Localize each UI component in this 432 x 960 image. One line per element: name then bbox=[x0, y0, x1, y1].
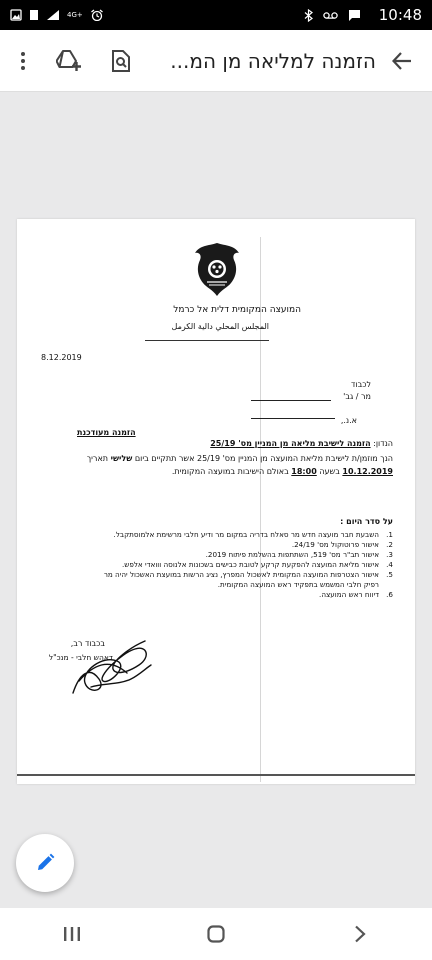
home-icon bbox=[207, 925, 225, 943]
agenda-number: 1. bbox=[386, 530, 393, 539]
footer-divider bbox=[17, 774, 415, 776]
agenda-text: אישור תב"ר מס' 519, השתתפות בהשלמת פיתוח 2019. bbox=[205, 550, 379, 559]
add-to-drive-icon bbox=[56, 50, 82, 72]
meeting-day: שלישי bbox=[110, 454, 133, 463]
council-emblem bbox=[193, 242, 241, 297]
agenda-item bbox=[55, 590, 393, 600]
body-text: תאריך bbox=[86, 454, 109, 463]
voicemail-icon bbox=[323, 11, 338, 20]
agenda-item bbox=[55, 540, 393, 550]
wifi-alarm-icon bbox=[90, 9, 104, 21]
meeting-date: 10.12.2019 bbox=[342, 467, 393, 476]
handwritten-signature bbox=[69, 635, 155, 697]
find-in-page-icon bbox=[112, 50, 130, 72]
app-bar bbox=[0, 30, 432, 92]
meeting-time: 18:00 bbox=[291, 467, 317, 476]
closing-regards: בכבוד רב, bbox=[70, 639, 105, 648]
agenda-item bbox=[55, 530, 393, 540]
updated-invitation-label: הזמנה מעודכנת bbox=[77, 428, 136, 437]
bluetooth-icon bbox=[304, 9, 313, 22]
message-icon bbox=[348, 9, 361, 22]
subject-text: הזמנה לישיבת מליאה מן המניין מס' 25/19 bbox=[210, 439, 371, 448]
recipient-blank-line bbox=[251, 400, 331, 401]
letter-date: 8.12.2019 bbox=[41, 353, 82, 362]
agenda-title: על סדר היום : bbox=[340, 517, 393, 526]
agenda-text: דיווח ראש המועצה. bbox=[319, 590, 379, 599]
status-bar bbox=[0, 0, 432, 30]
system-back-button[interactable] bbox=[330, 914, 390, 954]
body-text: באולם הישיבות במועצה המקומית. bbox=[171, 467, 289, 476]
agenda-item bbox=[55, 560, 393, 570]
subject-line bbox=[210, 439, 393, 448]
agenda-text: אישור פרוטוקול מס' 24/19. bbox=[291, 540, 379, 549]
agenda-list bbox=[55, 530, 393, 600]
home-button[interactable] bbox=[186, 914, 246, 954]
network-type: 4G+ bbox=[67, 11, 83, 19]
system-nav-bar bbox=[0, 908, 432, 960]
status-left bbox=[10, 9, 104, 21]
subject-label: הנדון: bbox=[373, 439, 393, 448]
body-text: הנך מוזמן/ת לישיבת מליאת המועצה מן המניין מס' 25/19 אשר תתקיים ביום bbox=[134, 454, 393, 463]
signal-icon bbox=[46, 9, 60, 21]
signer-name: דאהש חלבי - מנכ"ל bbox=[48, 653, 113, 662]
council-name-hebrew: המועצה המקומית דלית אל כרמל bbox=[173, 305, 301, 315]
more-vert-icon bbox=[20, 51, 26, 71]
edit-button[interactable] bbox=[16, 834, 74, 892]
edit-pencil-icon bbox=[35, 853, 55, 873]
header-divider bbox=[145, 340, 269, 341]
agenda-number: 3. bbox=[386, 550, 393, 559]
agenda-number: 4. bbox=[386, 560, 393, 569]
body-line-2 bbox=[172, 467, 393, 476]
agenda-text: אישור מליאת המועצה להפקעת קרקע לטובת כבישים בשכונות אלנוסה ווואדי אלפש. bbox=[121, 560, 379, 569]
agenda-number: 2. bbox=[386, 540, 393, 549]
notification-icon bbox=[29, 9, 39, 21]
council-name-arabic: المجلس المحلي دالية الكرمل bbox=[171, 322, 269, 331]
greeting: א.נ., bbox=[340, 416, 357, 425]
back-icon bbox=[354, 925, 366, 943]
agenda-number: 5. bbox=[386, 570, 393, 579]
recipient-name-label: מר / גב' bbox=[343, 392, 371, 401]
agenda-number: 6. bbox=[386, 590, 393, 599]
agenda-item bbox=[55, 550, 393, 560]
recipient-label: לכבוד bbox=[351, 380, 371, 389]
clock: 10:48 bbox=[378, 6, 422, 24]
back-button[interactable] bbox=[382, 41, 422, 81]
agenda-text: רפיק חלבי המשמש בתפקיד ראש המועצה המקומית. bbox=[217, 580, 379, 589]
status-right bbox=[304, 6, 422, 24]
agenda-text: השבעת חבר מועצה חדש מר סאלח בדריה במקום מר ודיע חלבי מרשימת אלמוסתקבל. bbox=[113, 530, 379, 539]
more-options-button[interactable] bbox=[3, 41, 43, 81]
gallery-icon bbox=[10, 9, 22, 21]
body-text: בשעה bbox=[319, 467, 340, 476]
document-title: הזמנה למליאה מן המ... bbox=[170, 48, 376, 73]
agenda-item bbox=[55, 580, 393, 590]
document-page[interactable] bbox=[17, 219, 415, 784]
recent-apps-icon bbox=[63, 926, 81, 942]
back-arrow-icon bbox=[392, 52, 412, 70]
agenda-text: אישור הצטרפות המועצה המקומית לאשכול המפרץ, נציג הרשות במועצת האשכול יהיה מר bbox=[103, 570, 379, 579]
recent-apps-button[interactable] bbox=[42, 914, 102, 954]
body-line-1 bbox=[87, 454, 393, 463]
recipient-blank-line bbox=[251, 418, 335, 419]
page-fold-line bbox=[260, 237, 261, 782]
find-in-page-button[interactable] bbox=[101, 41, 141, 81]
add-to-drive-button[interactable] bbox=[49, 41, 89, 81]
agenda-item bbox=[55, 570, 393, 580]
